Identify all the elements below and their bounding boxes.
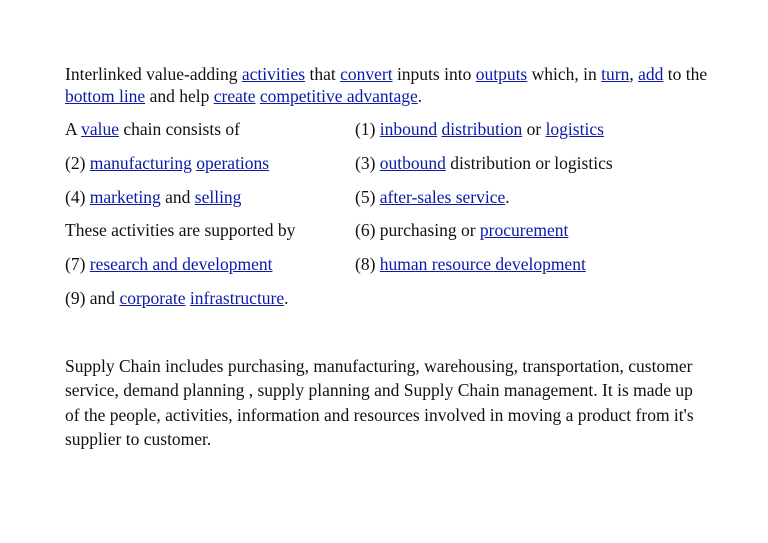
inbound-link[interactable]: inbound <box>379 119 438 139</box>
text: . <box>505 186 510 207</box>
intro-text: to the <box>663 64 708 84</box>
value-link[interactable]: value <box>81 119 119 139</box>
number: (4) <box>65 186 90 207</box>
selling-link[interactable]: selling <box>194 186 242 207</box>
activity-cell <box>65 187 241 208</box>
number: (6) purchasing or <box>355 220 480 241</box>
distribution-link[interactable]: distribution <box>441 119 523 139</box>
activity-cell <box>65 220 295 241</box>
text: distribution or logistics <box>445 152 613 173</box>
text: or <box>522 119 546 139</box>
activity-cell <box>355 119 604 140</box>
activities-link[interactable]: activities <box>241 64 306 84</box>
text: and <box>160 186 195 207</box>
corporate-link[interactable]: corporate <box>119 287 186 308</box>
intro-text: , <box>629 64 639 84</box>
research-and-development-link[interactable]: research and development <box>89 254 273 275</box>
activity-cell <box>355 187 510 208</box>
text: chain consists of <box>118 119 240 139</box>
activity-cell <box>65 153 269 174</box>
text: A <box>65 119 82 139</box>
activity-row <box>65 187 725 221</box>
text: . <box>284 287 289 308</box>
number: (9) and <box>65 287 120 308</box>
activity-cell <box>65 254 272 275</box>
number: (5) <box>355 186 380 207</box>
manufacturing-link[interactable]: manufacturing <box>89 152 192 173</box>
infrastructure-link[interactable]: infrastructure <box>189 287 285 308</box>
number: (7) <box>65 254 90 275</box>
text: These activities are supported by <box>65 220 296 241</box>
bottom-line-link[interactable]: bottom line <box>65 85 146 106</box>
intro-text: Interlinked value-adding <box>65 64 242 84</box>
turn-link[interactable]: turn <box>601 64 630 84</box>
operations-link[interactable]: operations <box>196 152 270 173</box>
activity-row <box>65 288 725 322</box>
number: (8) <box>355 254 380 275</box>
intro-text: which, in <box>527 64 602 84</box>
activity-cell <box>355 254 586 275</box>
outbound-link[interactable]: outbound <box>379 152 446 173</box>
after-sales-service-link[interactable]: after-sales service <box>379 186 506 207</box>
logistics-link[interactable]: logistics <box>545 119 604 139</box>
value-chain-activities <box>65 119 725 322</box>
outputs-link[interactable]: outputs <box>475 64 528 84</box>
activity-cell <box>65 288 289 309</box>
human-resource-development-link[interactable]: human resource development <box>379 254 586 275</box>
create-link[interactable]: create <box>213 85 256 106</box>
number: (2) <box>65 152 90 173</box>
activity-row <box>65 220 725 254</box>
supply-chain-paragraph: Supply Chain includes purchasing, manufacturing, warehousing, transportation, customer service, demand planning , supply planning and Supply Chain management. It is made up of the people, activities, information and resources involved in moving a product from it's supplier to customer. <box>65 356 694 449</box>
activity-row <box>65 153 725 187</box>
number: (1) <box>355 119 380 139</box>
intro-text: that <box>305 64 341 84</box>
activity-cell <box>65 119 240 140</box>
value-chain-definition <box>65 64 725 107</box>
activity-cell <box>355 220 568 241</box>
activity-cell <box>355 153 613 174</box>
competitive-advantage-link[interactable]: competitive advantage <box>259 85 418 106</box>
add-link[interactable]: add <box>638 64 664 84</box>
intro-text: and help <box>145 85 214 106</box>
intro-text: inputs into <box>392 64 476 84</box>
marketing-link[interactable]: marketing <box>89 186 161 207</box>
convert-link[interactable]: convert <box>340 64 393 84</box>
procurement-link[interactable]: procurement <box>479 220 569 241</box>
number: (3) <box>355 152 380 173</box>
activity-row <box>65 254 725 288</box>
intro-text: . <box>417 85 423 106</box>
activity-row <box>65 119 725 153</box>
